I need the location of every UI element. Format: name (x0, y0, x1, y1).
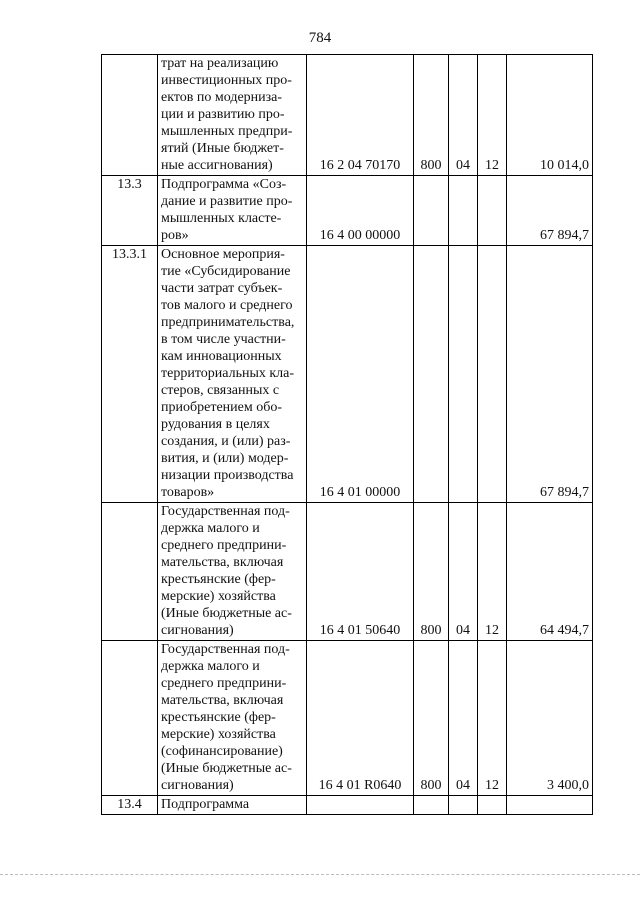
amount-cell: 3 400,0 (507, 641, 593, 796)
row-name-cell: Основное мероприя- тие «Субсидирование части затрат субъек- тов малого и среднего предпринимательства, в том числе участни- кам инновационных территориальных кла- стеров, связанных с приобретением обо- рудования в целях создания, и (или) раз- вития, и (или) модер- низации производства товаров» (158, 246, 307, 503)
expense-type-cell: 800 (414, 55, 449, 176)
subsection-cell (478, 176, 507, 246)
amount-cell: 10 014,0 (507, 55, 593, 176)
row-number-cell: 13.3 (102, 176, 158, 246)
subsection-cell: 12 (478, 641, 507, 796)
amount-cell: 67 894,7 (507, 246, 593, 503)
table-row (102, 176, 593, 246)
amount-cell: 64 494,7 (507, 503, 593, 641)
subsection-cell: 12 (478, 55, 507, 176)
page-number: 784 (308, 30, 332, 46)
target-code-cell: 16 4 01 00000 (307, 246, 414, 503)
expense-type-cell: 800 (414, 641, 449, 796)
section-cell: 04 (449, 503, 478, 641)
section-cell (449, 176, 478, 246)
budget-table (101, 54, 593, 815)
amount-cell: 67 894,7 (507, 176, 593, 246)
target-code-cell: 16 2 04 70170 (307, 55, 414, 176)
row-number-cell (102, 641, 158, 796)
row-number-cell (102, 55, 158, 176)
table-row (102, 503, 593, 641)
row-number-cell: 13.3.1 (102, 246, 158, 503)
expense-type-cell (414, 796, 449, 815)
expense-type-cell (414, 246, 449, 503)
row-number-cell (102, 503, 158, 641)
section-cell (449, 796, 478, 815)
row-name-cell: Подпрограмма «Соз- дание и развитие про- мышленных класте- ров» (158, 176, 307, 246)
expense-type-cell: 800 (414, 503, 449, 641)
table-row (102, 55, 593, 176)
target-code-cell (307, 796, 414, 815)
amount-cell (507, 796, 593, 815)
target-code-cell: 16 4 01 50640 (307, 503, 414, 641)
row-name-cell: Государственная под- держка малого и среднего предприни- мательства, включая крестьянские (фер- мерские) хозяйства (Иные бюджетные ас- сигнования) (158, 503, 307, 641)
expense-type-cell (414, 176, 449, 246)
row-name-cell: трат на реализацию инвестиционных про- ектов по модерниза- ции и развитию про- мышленных предпри- ятий (Иные бюджет- ные ассигнования) (158, 55, 307, 176)
subsection-cell (478, 796, 507, 815)
table-row (102, 796, 593, 815)
target-code-cell: 16 4 01 R0640 (307, 641, 414, 796)
subsection-cell: 12 (478, 503, 507, 641)
subsection-cell (478, 246, 507, 503)
target-code-cell: 16 4 00 00000 (307, 176, 414, 246)
table-row (102, 246, 593, 503)
row-name-cell: Государственная под- держка малого и среднего предприни- мательства, включая крестьянские (фер- мерские) хозяйства (софинансирование) (Иные бюджетные ас- сигнования) (158, 641, 307, 796)
scan-edge-divider (0, 874, 640, 875)
section-cell: 04 (449, 55, 478, 176)
row-name-cell: Подпрограмма (158, 796, 307, 815)
table-row (102, 641, 593, 796)
row-number-cell: 13.4 (102, 796, 158, 815)
section-cell (449, 246, 478, 503)
section-cell: 04 (449, 641, 478, 796)
